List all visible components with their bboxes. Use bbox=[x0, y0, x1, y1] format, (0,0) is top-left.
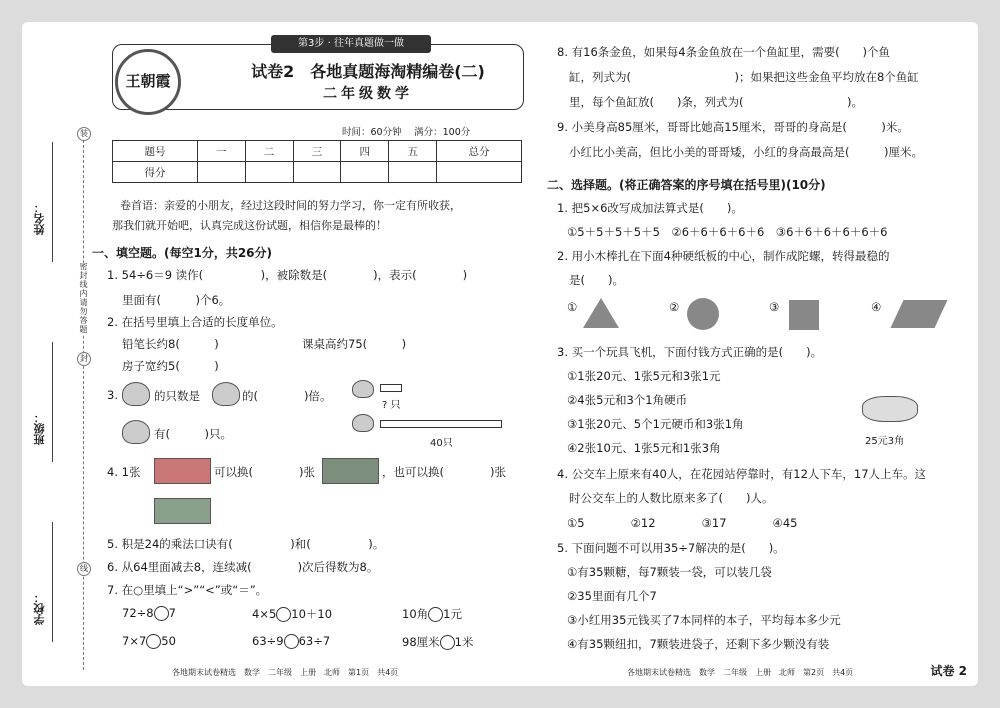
score-header-cell: 题号 bbox=[113, 141, 198, 162]
seal-mark-3: 线 bbox=[77, 562, 91, 576]
compare-2 bbox=[252, 606, 332, 622]
footer-right: 各地期末试卷精选 数学 二年级 上册 北师 第2页 共4页 bbox=[627, 668, 854, 677]
compare-circle[interactable] bbox=[276, 607, 291, 622]
dragonfly-icon bbox=[122, 420, 150, 444]
exam-number-tag: 试卷 2 bbox=[930, 664, 967, 678]
compare-circle[interactable] bbox=[284, 634, 299, 649]
q2-text: 2. 在括号里填上合适的长度单位。 bbox=[107, 315, 283, 329]
compare-left: 72÷8 bbox=[122, 606, 154, 620]
banknote-20-icon bbox=[322, 458, 379, 484]
option-4-label: ④ bbox=[871, 300, 882, 314]
exam-subtitle: 二年级数学 bbox=[323, 86, 413, 102]
butterfly-bar bbox=[380, 420, 502, 428]
score-cell[interactable] bbox=[293, 162, 341, 183]
compare-circle[interactable] bbox=[154, 606, 169, 621]
q1-line-2: 里面有( )个6。 bbox=[122, 293, 231, 307]
score-cell[interactable] bbox=[436, 162, 521, 183]
s3-option-1: ①1张20元、1张5元和3张1元 bbox=[567, 369, 721, 383]
score-cell[interactable] bbox=[341, 162, 389, 183]
compare-right: 10＋10 bbox=[291, 607, 333, 621]
q4-text-b: 可以换( )张 bbox=[214, 465, 315, 479]
q5-text: 5. 积是24的乘法口诀有( )和( )。 bbox=[107, 537, 385, 551]
footer-left: 各地期末试卷精选 数学 二年级 上册 北师 第1页 共4页 bbox=[172, 668, 399, 677]
compare-circle[interactable] bbox=[146, 634, 161, 649]
s3-text: 3. 买一个玩具飞机，下面付钱方式正确的是( )。 bbox=[557, 345, 823, 359]
score-cell[interactable] bbox=[245, 162, 293, 183]
exam-meta bbox=[342, 124, 470, 138]
q6-text: 6. 从64里面减去8，连续减( )次后得数为8。 bbox=[107, 560, 379, 574]
preface-line-1: 卷首语：亲爱的小朋友，经过这段时间的努力学习，你一定有所收获， bbox=[120, 199, 461, 212]
option-1-label: ① bbox=[567, 300, 578, 314]
parallelogram-icon bbox=[890, 300, 947, 328]
name-label: 姓名： bbox=[33, 202, 46, 235]
dragonfly-icon bbox=[352, 380, 374, 398]
s1-options: ①5＋5＋5＋5＋5 ②6＋6＋6＋6＋6 ③6＋6＋6＋6＋6＋6 bbox=[567, 225, 888, 239]
header-banner bbox=[112, 38, 524, 110]
unknown-count: ? 只 bbox=[382, 400, 401, 411]
s5-option-4: ④有35颗纽扣，7颗装进袋子，还剩下多少颗没有装 bbox=[567, 637, 830, 651]
name-line bbox=[52, 142, 53, 262]
score-header-cell: 二 bbox=[245, 141, 293, 162]
binding-margin bbox=[22, 122, 92, 662]
butterfly-icon bbox=[352, 414, 374, 432]
school-line bbox=[52, 522, 53, 642]
score-header-cell: 一 bbox=[197, 141, 245, 162]
q4-text-a: 4. 1张 bbox=[107, 465, 141, 479]
option-2-label: ② bbox=[669, 300, 680, 314]
q9-line-2: 小红比小美高，但比小美的哥哥矮，小红的身高最高是( )厘米。 bbox=[569, 145, 923, 159]
q2-a: 铅笔长约8( ) bbox=[122, 337, 219, 351]
score-header-cell: 五 bbox=[389, 141, 437, 162]
square-icon bbox=[789, 300, 819, 330]
plane-price: 25元3角 bbox=[865, 436, 905, 447]
school-label: 学校： bbox=[33, 592, 46, 625]
banknote-100-icon bbox=[154, 458, 211, 484]
preface-line-2: 那我们就开始吧，认真完成这份试题，相信你是最棒的！ bbox=[112, 219, 387, 232]
section-1-title: 一、填空题。(每空1分，共26分) bbox=[92, 246, 273, 260]
class-label: 班级： bbox=[33, 412, 46, 445]
toy-plane-icon bbox=[862, 396, 918, 422]
q8-line-1: 8. 有16条金鱼，如果每4条金鱼放在一个鱼缸里，需要( )个鱼 bbox=[557, 45, 891, 59]
s5-option-2: ②35里面有几个7 bbox=[567, 589, 657, 603]
compare-5 bbox=[252, 634, 330, 649]
compare-4 bbox=[122, 634, 176, 649]
s5-option-3: ③小红用35元钱买了7本同样的本子，平均每本多少元 bbox=[567, 613, 841, 627]
q9-line-1: 9. 小美身高85厘米，哥哥比她高15厘米，哥哥的身高是( )米。 bbox=[557, 120, 909, 134]
triangle-icon bbox=[583, 298, 619, 328]
s5-text: 5. 下面问题不可以用35÷7解决的是( )。 bbox=[557, 541, 785, 555]
q3-number: 3. bbox=[107, 388, 118, 402]
compare-right: 50 bbox=[161, 634, 176, 648]
seal-line bbox=[83, 140, 84, 670]
score-row-label: 得分 bbox=[113, 162, 198, 183]
exam-sheet bbox=[22, 22, 978, 686]
q8-line-3: 里，每个鱼缸放( )条，列式为( )。 bbox=[569, 95, 863, 109]
s2-line-1: 2. 用小木棒扎在下面4种硬纸板的中心，制作成陀螺，转得最稳的 bbox=[557, 249, 890, 263]
dragonfly-icon bbox=[212, 382, 240, 406]
compare-left: 98厘米 bbox=[402, 635, 440, 649]
seal-mark-2: 封 bbox=[77, 352, 91, 366]
total-count: 40只 bbox=[430, 438, 453, 449]
q3-text-c: 有( )只。 bbox=[154, 427, 232, 441]
s3-option-3: ③1张20元、5个1元硬币和3张1角 bbox=[567, 417, 744, 431]
compare-circle[interactable] bbox=[428, 607, 443, 622]
q1-line-1: 1. 54÷6＝9 读作( )，被除数是( )，表示( ) bbox=[107, 268, 468, 282]
time-limit: 时间：60分钟 bbox=[342, 127, 402, 138]
compare-left: 4×5 bbox=[252, 607, 277, 621]
s1-text: 1. 把5×6改写成加法算式是( )。 bbox=[557, 201, 743, 215]
compare-right: 63÷7 bbox=[298, 634, 331, 648]
seal-warning: 密封线内请勿答题 bbox=[79, 262, 88, 334]
dragonfly-bar bbox=[380, 384, 402, 392]
butterfly-icon bbox=[122, 382, 150, 406]
compare-left: 10角 bbox=[402, 607, 429, 621]
score-cell[interactable] bbox=[197, 162, 245, 183]
q3-text-a: 的只数是 bbox=[154, 389, 200, 403]
s3-option-4: ④2张10元、1张5元和1张3角 bbox=[567, 441, 721, 455]
q7-text: 7. 在○里填上“>”“<”或“＝”。 bbox=[107, 583, 268, 597]
exam-title: 试卷2 各地真题海淘精编卷(二) bbox=[251, 62, 485, 81]
section-2-title: 二、选择题。(将正确答案的序号填在括号里)(10分) bbox=[547, 178, 826, 192]
s4-options: ①5 ②12 ③17 ④45 bbox=[567, 516, 798, 530]
score-cell[interactable] bbox=[389, 162, 437, 183]
q4-text-c: ，也可以换( )张 bbox=[382, 465, 506, 479]
compare-circle[interactable] bbox=[440, 635, 455, 650]
score-header-cell: 总分 bbox=[436, 141, 521, 162]
q2-b: 课桌高约75( ) bbox=[302, 337, 407, 351]
q8-line-2: 缸，列式为( )；如果把这些金鱼平均放在8个鱼缸 bbox=[569, 70, 919, 84]
compare-right: 1元 bbox=[443, 607, 462, 621]
circle-icon bbox=[687, 298, 719, 330]
publisher-logo: 王朝霞 bbox=[115, 49, 181, 115]
class-line bbox=[52, 342, 53, 462]
banknote-50-icon bbox=[154, 498, 211, 524]
full-score: 满分：100分 bbox=[414, 127, 471, 138]
compare-right: 1米 bbox=[454, 635, 474, 649]
option-3-label: ③ bbox=[769, 300, 780, 314]
step-tag: 第3步 · 往年真题做一做 bbox=[271, 35, 431, 53]
compare-3 bbox=[402, 606, 462, 622]
compare-left: 63÷9 bbox=[252, 634, 284, 648]
s2-line-2: 是( )。 bbox=[569, 273, 624, 287]
seal-mark-1: 装 bbox=[77, 127, 91, 141]
compare-right: 7 bbox=[168, 606, 176, 620]
compare-6 bbox=[402, 634, 473, 650]
compare-1 bbox=[122, 606, 176, 621]
score-header-cell: 四 bbox=[341, 141, 389, 162]
score-header-cell: 三 bbox=[293, 141, 341, 162]
s4-line-1: 4. 公交车上原来有40人，在花园站停靠时，有12人下车，17人上车。这 bbox=[557, 467, 927, 481]
s3-option-2: ②4张5元和3个1角硬币 bbox=[567, 393, 688, 407]
s4-line-2: 时公交车上的人数比原来多了( )人。 bbox=[569, 491, 774, 505]
score-table bbox=[112, 140, 522, 183]
compare-left: 7×7 bbox=[122, 634, 147, 648]
q2-c: 房子宽约5( ) bbox=[122, 359, 219, 373]
s5-option-1: ①有35颗糖，每7颗装一袋，可以装几袋 bbox=[567, 565, 772, 579]
q3-text-b: 的( )倍。 bbox=[242, 389, 332, 403]
